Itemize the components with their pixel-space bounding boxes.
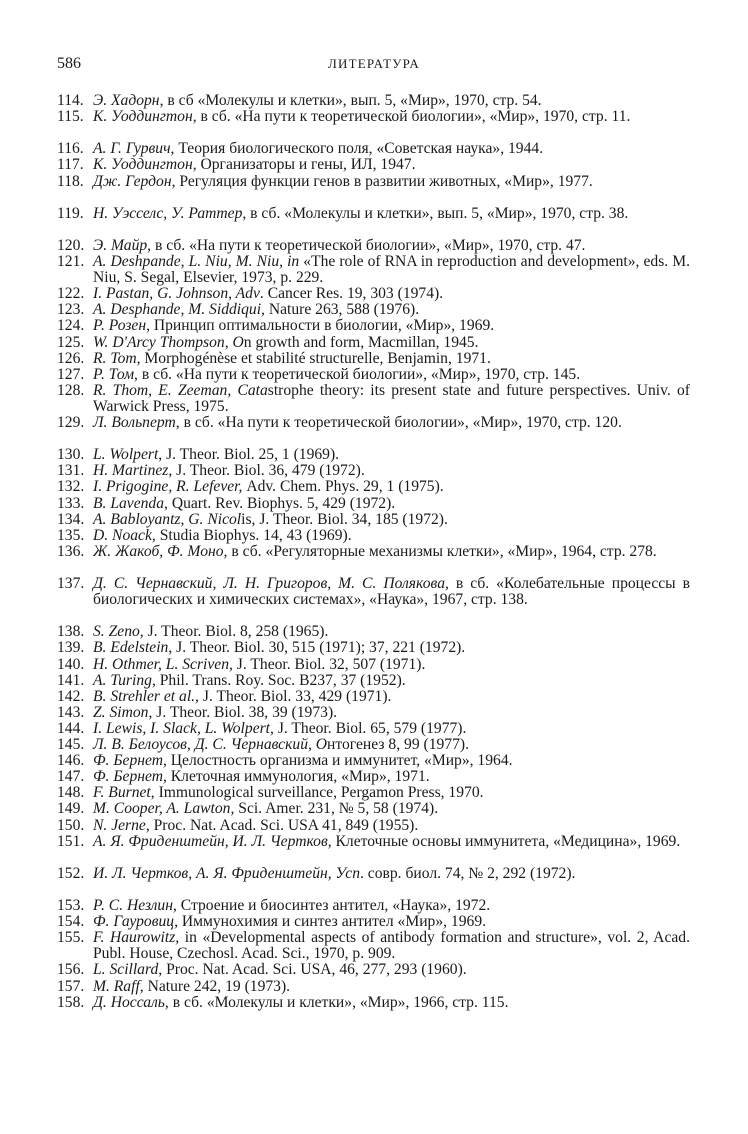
reference-number: 157.	[57, 977, 85, 995]
reference-text: Д. Носсаль, в сб. «Молекулы и клетки», «Мир», 1966, стр. 115.	[93, 993, 509, 1011]
reference-text: A. Babloyantz, G. Nicolis, J. Theor. Biol. 34, 185 (1972).	[93, 510, 448, 528]
reference-number: 149.	[57, 800, 85, 818]
reference-number: 120.	[57, 236, 85, 254]
reference-text: Э. Хадорн, в сб «Молекулы и клетки», вып. 5, «Мир», 1970, стр. 54.	[93, 92, 542, 109]
reference-number: 134.	[57, 510, 85, 528]
reference-number: 156.	[57, 961, 85, 979]
reference-text: А. Я. Фриденштейн, И. Л. Чертков, Клеточные основы иммунитета, «Медицина», 1969.	[93, 832, 681, 850]
reference-text: D. Noack, Studia Biophys. 14, 43 (1969).	[93, 526, 352, 544]
reference-text: F. Burnet, Immunological surveillance, Pergamon Press, 1970.	[93, 784, 484, 802]
reference-text: I. Pastan, G. Johnson, Adv. Cancer Res. 19, 303 (1974).	[93, 285, 444, 303]
reference-number: 155.	[57, 929, 85, 947]
reference-number: 131.	[57, 462, 85, 480]
reference-text: A. Desphande, M. Siddiqui, Nature 263, 588 (1976).	[93, 301, 420, 319]
reference-number: 158.	[57, 993, 85, 1011]
reference-text: Ф. Бернет, Целостность организма и иммунитет, «Мир», 1964.	[93, 752, 513, 770]
reference-number: 118.	[57, 172, 84, 190]
reference-number: 124.	[57, 317, 85, 335]
reference-number: 122.	[57, 285, 85, 303]
reference-text: B. Lavenda, Quart. Rev. Biophys. 5, 429 (1972).	[93, 494, 396, 512]
reference-number: 125.	[57, 333, 85, 351]
page-number: 586	[57, 55, 81, 72]
reference-number: 138.	[57, 623, 85, 641]
reference-text: Э. Майр, в сб. «На пути к теоретической биологии», «Мир», 1970, стр. 47.	[93, 236, 586, 254]
reference-text: L. Wolpert, J. Theor. Biol. 25, 1 (1969).	[93, 446, 340, 464]
reference-number: 139.	[57, 639, 85, 657]
reference-text: Дж. Гердон, Регуляция функции генов в развитии животных, «Мир», 1977.	[93, 172, 593, 190]
reference-number: 127.	[57, 365, 85, 383]
reference-text: L. Scillard, Proc. Nat. Acad. Sci. USA, 46, 277, 293 (1960).	[93, 961, 467, 979]
reference-text: Р. С. Незлин, Строение и биосинтез антител, «Наука», 1972.	[93, 897, 491, 914]
reference-number: 121.	[57, 253, 85, 270]
reference-number: 132.	[57, 478, 85, 496]
reference-text: A. Deshpande, L. Niu, M. Niu, in «The role of RNA in reproduction and development», eds. M. Niu, S. Segal, Elsevier, 1973, p. 229.	[93, 253, 690, 287]
reference-number: 148.	[57, 784, 85, 802]
reference-number: 142.	[57, 687, 85, 705]
reference-text: I. Lewis, I. Slack, L. Wolpert, J. Theor. Biol. 65, 579 (1977).	[93, 719, 467, 737]
reference-text: R. Thom, E. Zeeman, Catastrophe theory: its present state and future perspectives. Univ. of Warwick Press, 1975.	[93, 381, 691, 415]
reference-text: W. D'Arcy Thompson, On growth and form, Macmillan, 1945.	[93, 333, 479, 351]
reference-number: 119.	[57, 204, 84, 222]
reference-text: B. Edelstein, J. Theor. Biol. 30, 515 (1971); 37, 221 (1972).	[93, 639, 466, 657]
running-title: ЛИТЕРАТУРА	[328, 56, 420, 71]
page-header	[0, 55, 748, 77]
reference-number: 135.	[57, 526, 85, 544]
reference-text: К. Уоддингтон, в сб. «На пути к теоретической биологии», «Мир», 1970, стр. 11.	[93, 108, 631, 126]
reference-text: A. Turing, Phil. Trans. Roy. Soc. B237, 37 (1952).	[93, 671, 406, 689]
reference-text: R. Tom, Morphogénèse et stabilité structurelle, Benjamin, 1971.	[93, 349, 491, 367]
reference-text: H. Othmer, L. Scriven, J. Theor. Biol. 32, 507 (1971).	[93, 655, 426, 673]
reference-text: F. Haurowitz, in «Developmental aspects of antibody formation and structure», vol. 2, Acad. Publ. House, Czechosl. Acad. Sci., 1970, p. 909.	[93, 929, 690, 963]
reference-text: И. Л. Чертков, А. Я. Фриденштейн, Усп. совр. биол. 74, № 2, 292 (1972).	[93, 864, 576, 882]
reference-number: 140.	[57, 655, 85, 673]
reference-number: 143.	[57, 703, 85, 721]
reference-text: Р. Розен, Принцип оптимальности в биологии, «Мир», 1969.	[93, 317, 495, 335]
reference-number: 137.	[57, 575, 85, 592]
reference-number: 115.	[57, 108, 84, 126]
reference-number: 154.	[57, 913, 85, 931]
reference-text: M. Raff, Nature 242, 19 (1973).	[93, 977, 291, 995]
reference-text: I. Prigogine, R. Lefever, Adv. Chem. Phys. 29, 1 (1975).	[93, 478, 444, 496]
reference-text: Ф. Бернет, Клеточная иммунология, «Мир», 1971.	[93, 768, 430, 786]
reference-number: 114.	[57, 92, 84, 109]
reference-number: 145.	[57, 736, 85, 753]
reference-number: 152.	[57, 864, 85, 882]
reference-number: 151.	[57, 832, 85, 850]
reference-text: К. Уоддингтон, Организаторы и гены, ИЛ, 1947.	[93, 156, 416, 174]
reference-text: Ж. Жакоб, Ф. Моно, в сб. «Регуляторные механизмы клетки», «Мир», 1964, стр. 278.	[93, 542, 657, 560]
reference-text: M. Cooper, A. Lawton, Sci. Amer. 231, № 5, 58 (1974).	[93, 800, 439, 818]
reference-text: Л. В. Белоусов, Д. С. Чернавский, Онтогенез 8, 99 (1977).	[93, 736, 469, 753]
reference-number: 136.	[57, 542, 85, 560]
reference-text: Р. Том, в сб. «На пути к теоретической биологии», «Мир», 1970, стр. 145.	[93, 365, 581, 383]
reference-text: H. Martinez, J. Theor. Biol. 36, 479 (1972).	[93, 462, 365, 480]
reference-text: B. Strehler et al., J. Theor. Biol. 33, 429 (1971).	[93, 687, 392, 705]
reference-number: 133.	[57, 494, 85, 512]
reference-text: Ф. Гауровиц, Иммунохимия и синтез антител «Мир», 1969.	[93, 913, 487, 931]
reference-number: 141.	[57, 671, 85, 689]
reference-text: Н. Уэсселс, У. Раттер, в сб. «Молекулы и клетки», вып. 5, «Мир», 1970, стр. 38.	[93, 204, 629, 222]
reference-number: 153.	[57, 897, 85, 914]
reference-number: 146.	[57, 752, 85, 770]
reference-number: 147.	[57, 768, 85, 786]
reference-text: S. Zeno, J. Theor. Biol. 8, 258 (1965).	[93, 623, 329, 641]
reference-text: Z. Simon, J. Theor. Biol. 38, 39 (1973).	[93, 703, 338, 721]
reference-number: 130.	[57, 446, 85, 464]
reference-number: 126.	[57, 349, 85, 367]
reference-number: 150.	[57, 816, 85, 834]
reference-number: 123.	[57, 301, 85, 319]
reference-number: 144.	[57, 719, 85, 737]
reference-text: Д. С. Чернавский, Л. Н. Григоров, М. С. Полякова, в сб. «Колебательные процессы в биологических и химических системах», «Наука», 1967, стр. 138.	[93, 575, 690, 609]
reference-number: 128.	[57, 381, 85, 399]
reference-text: N. Jerne, Proc. Nat. Acad. Sci. USA 41, 849 (1955).	[93, 816, 419, 834]
reference-text: А. Г. Гурвич, Теория биологического поля, «Советская наука», 1944.	[93, 140, 544, 158]
reference-text: Л. Вольперт, в сб. «На пути к теоретической биологии», «Мир», 1970, стр. 120.	[93, 414, 622, 431]
reference-number: 117.	[57, 156, 84, 174]
reference-number: 116.	[57, 140, 84, 158]
reference-number: 129.	[57, 414, 85, 431]
